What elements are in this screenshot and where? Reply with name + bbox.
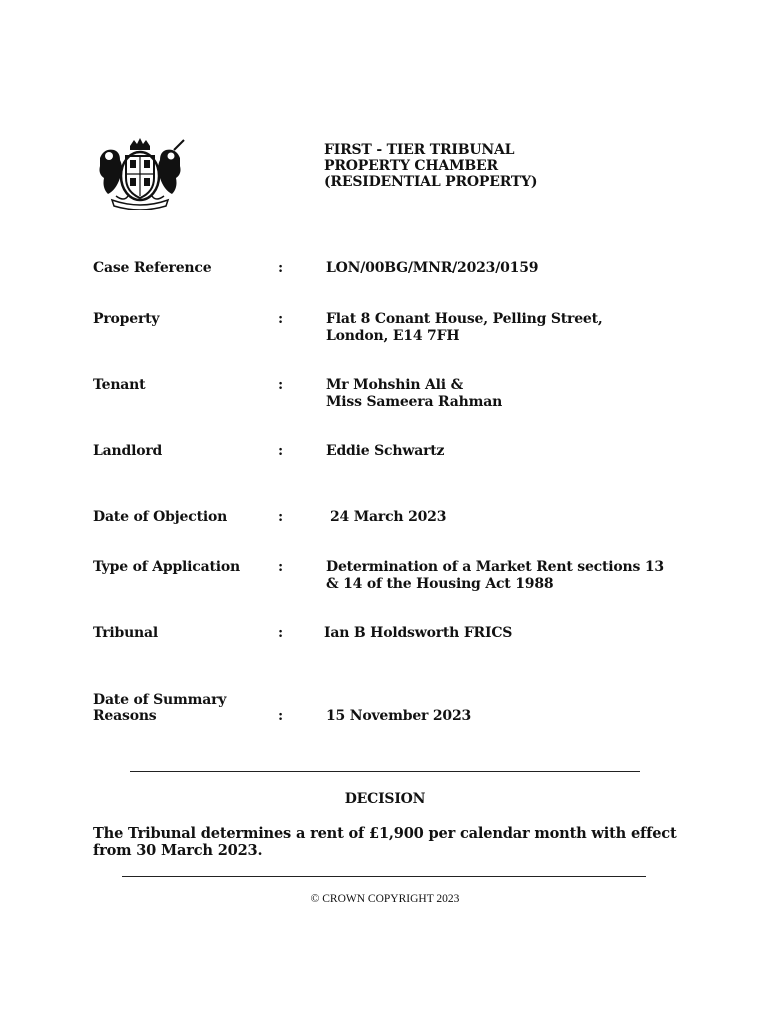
property-value-line-1: Flat 8 Conant House, Pelling Street, [326, 311, 603, 327]
type-of-application-value-line-2: & 14 of the Housing Act 1988 [326, 576, 554, 592]
tenant-label: Tenant [93, 377, 146, 393]
royal-coat-of-arms-icon [94, 138, 186, 210]
divider-bottom [122, 876, 646, 877]
date-of-objection-colon: : [278, 509, 284, 525]
decision-text: The Tribunal determines a rent of £1,900 per calendar month with effect from 30 March 2023. [93, 825, 677, 859]
property-colon: : [278, 311, 284, 327]
date-of-summary-colon: : [278, 708, 284, 724]
header-line-1: FIRST - TIER TRIBUNAL [324, 142, 515, 158]
date-of-objection-label: Date of Objection [93, 509, 228, 525]
type-of-application-colon: : [278, 559, 284, 575]
tribunal-value: Ian B Holdsworth FRICS [324, 625, 513, 641]
date-of-summary-value: 15 November 2023 [326, 708, 472, 724]
tenant-value-line-1: Mr Mohshin Ali & [326, 377, 464, 393]
tenant-value-line-2: Miss Sameera Rahman [326, 394, 503, 410]
case-reference-label: Case Reference [93, 260, 212, 276]
case-reference-value: LON/00BG/MNR/2023/0159 [326, 260, 539, 276]
tribunal-header [324, 142, 537, 190]
property-value-line-2: London, E14 7FH [326, 328, 460, 344]
property-label: Property [93, 311, 160, 327]
landlord-value: Eddie Schwartz [326, 443, 445, 459]
decision-title: DECISION [344, 791, 426, 807]
date-of-objection-value: 24 March 2023 [330, 509, 447, 525]
landlord-label: Landlord [93, 443, 163, 459]
tenant-colon: : [278, 377, 284, 393]
header-line-3: (RESIDENTIAL PROPERTY) [324, 174, 538, 190]
type-of-application-value-line-1: Determination of a Market Rent sections 13 [326, 559, 664, 575]
tribunal-label: Tribunal [93, 625, 159, 641]
date-of-summary-label-line-1: Date of Summary [93, 692, 227, 708]
tribunal-colon: : [278, 625, 284, 641]
type-of-application-label: Type of Application [93, 559, 240, 575]
copyright-notice: © CROWN COPYRIGHT 2023 [310, 893, 460, 905]
date-of-summary-label-line-2: Reasons [93, 708, 157, 724]
header-line-2: PROPERTY CHAMBER [324, 158, 498, 174]
divider-top [130, 771, 640, 772]
case-reference-colon: : [278, 260, 284, 276]
landlord-colon: : [278, 443, 284, 459]
